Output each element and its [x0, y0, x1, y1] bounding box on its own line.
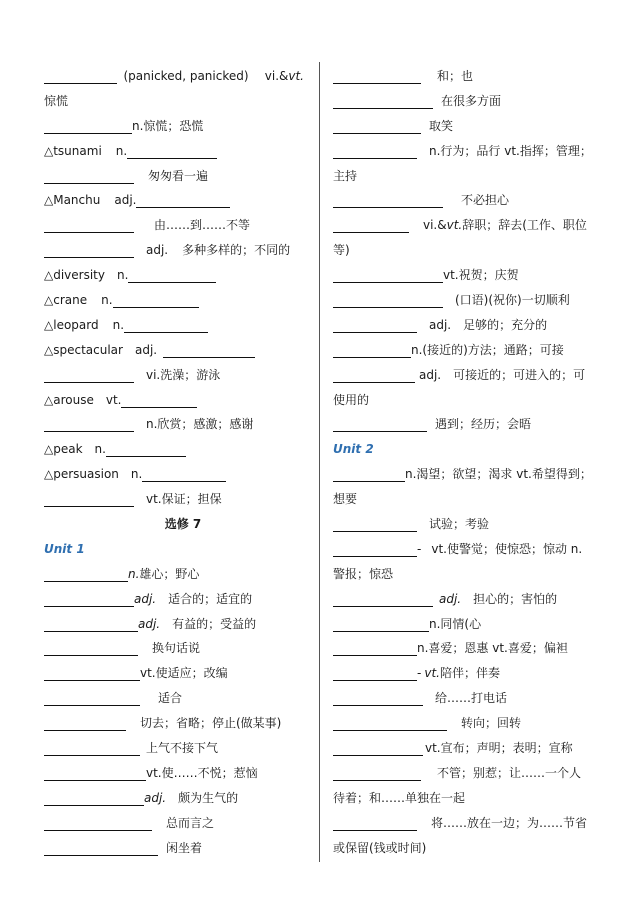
- entry-meaning: 警报；惊恐: [333, 566, 394, 581]
- answer-blank[interactable]: [113, 295, 199, 308]
- right-column: [333, 64, 599, 861]
- answer-blank[interactable]: [44, 668, 140, 681]
- entry-meaning: 上气不接下气: [146, 741, 219, 756]
- entry: [333, 139, 599, 164]
- entry-meaning: 足够的；充分的: [463, 317, 548, 332]
- entry: [333, 188, 599, 213]
- entry: [333, 213, 599, 238]
- entry-pos-italic: vt.: [446, 218, 463, 233]
- entry: [333, 587, 599, 612]
- entry-pos: n.: [112, 317, 125, 332]
- entry-pos: n.: [130, 467, 143, 482]
- entry: [333, 114, 599, 139]
- entry: [333, 363, 599, 388]
- answer-blank[interactable]: [44, 619, 138, 632]
- answer-blank[interactable]: [333, 818, 417, 831]
- entry: [333, 761, 599, 786]
- entry-meaning: 多种多样的；不同的: [182, 243, 291, 258]
- entry: [333, 288, 599, 313]
- unit-title: Unit 2: [333, 442, 374, 457]
- entry-continuation: [333, 786, 599, 811]
- entry-meaning: 主持: [333, 168, 358, 183]
- entry-meaning: 遇到；经历；会晤: [435, 417, 532, 432]
- entry-word: △spectacular: [44, 342, 123, 357]
- entry-pos: adj.: [134, 342, 158, 357]
- entry-meaning: 或保留(钱或时间): [333, 840, 427, 855]
- entry-meaning: 想要: [333, 492, 358, 507]
- entry-peak: [44, 437, 304, 462]
- entry-meaning: vt.使……不悦；惹恼: [146, 765, 258, 780]
- entry: [333, 711, 599, 736]
- answer-blank[interactable]: [333, 370, 415, 383]
- entry-meaning: n.欣赏；感激；感谢: [146, 417, 254, 432]
- answer-blank[interactable]: [44, 171, 134, 184]
- entry-word: △crane: [44, 293, 88, 308]
- entry: [333, 636, 599, 661]
- entry-meaning: 总而言之: [166, 815, 215, 830]
- entry-meaning: 适合: [158, 691, 183, 706]
- entry-pos: adj.: [439, 591, 462, 606]
- entry-meaning: 换句话说: [152, 641, 201, 656]
- entry-tsunami: [44, 139, 304, 164]
- entry-meaning: 不管；别惹；让……一个人: [437, 765, 582, 780]
- entry-meaning: 闲坐着: [166, 840, 203, 855]
- entry-word: △peak: [44, 442, 83, 457]
- entry-arouse: [44, 388, 304, 413]
- entry-continuation: [333, 164, 599, 189]
- entry: [44, 761, 304, 786]
- entry: [333, 412, 599, 437]
- entry-meaning: n.行为；品行 vt.指挥；管理；: [429, 143, 592, 158]
- entry: [44, 736, 304, 761]
- entry-meaning: vt.使适应；改编: [140, 666, 228, 681]
- answer-blank[interactable]: [128, 270, 216, 283]
- entry-pos: n.: [128, 566, 140, 581]
- entry: [44, 636, 304, 661]
- left-column: [44, 64, 304, 861]
- answer-blank[interactable]: [333, 220, 409, 233]
- entry-pos: n.: [117, 268, 129, 283]
- entry-meaning: 转向；回转: [461, 716, 522, 731]
- entry-meaning: 陪伴；伴奏: [439, 666, 500, 681]
- entry: [44, 686, 304, 711]
- entry: [333, 811, 599, 836]
- answer-blank[interactable]: [124, 320, 208, 333]
- entry: [44, 487, 304, 512]
- entry: [44, 238, 304, 263]
- entry-meaning: vt.使警觉；使惊恐；惊动 n.: [431, 541, 583, 556]
- answer-blank[interactable]: [44, 768, 146, 781]
- answer-blank[interactable]: [44, 569, 128, 582]
- answer-blank[interactable]: [44, 370, 134, 383]
- answer-blank[interactable]: [333, 594, 433, 607]
- entry-continuation: [333, 487, 599, 512]
- entry-meaning: n.(接近的)方法；通路；可接: [411, 342, 564, 357]
- entry-meaning: 使用的: [333, 392, 370, 407]
- answer-blank[interactable]: [333, 544, 417, 557]
- entry-pos: adj.: [429, 317, 452, 332]
- entry: [44, 213, 304, 238]
- entry-meaning: vi.洗澡；游泳: [146, 367, 221, 382]
- entry-meaning: n.喜爱；恩惠 vt.喜爱；偏袒: [417, 641, 568, 656]
- entry-meaning: 取笑: [429, 118, 454, 133]
- entry: [333, 512, 599, 537]
- entry-spectacular: [44, 338, 304, 363]
- entry-word: △persuasion: [44, 467, 119, 482]
- entry-meaning: 和；也: [437, 69, 474, 83]
- section-heading-text: 选修 7: [164, 517, 202, 532]
- entry-meaning: 由……到……不等: [154, 218, 251, 233]
- entry-continuation: [333, 238, 599, 263]
- entry: [333, 89, 599, 114]
- entry-word: △Manchu: [44, 193, 101, 208]
- entry: [44, 661, 304, 686]
- entry-meaning: (口语)(祝你)一切顺利: [455, 293, 570, 308]
- entry-meaning: 切去；省略；停止(做某事): [140, 716, 282, 731]
- entry-manchu: [44, 188, 304, 213]
- entry-meaning: 将……放在一边；为……节省: [431, 815, 588, 830]
- answer-blank[interactable]: [44, 643, 138, 656]
- answer-blank[interactable]: [44, 245, 134, 258]
- unit-heading: [333, 437, 599, 462]
- entry-meaning: 匆匆看一遍: [148, 168, 209, 183]
- answer-blank[interactable]: [333, 643, 417, 656]
- entry: [44, 711, 304, 736]
- answer-blank[interactable]: [333, 96, 433, 109]
- answer-blank[interactable]: [333, 71, 421, 84]
- answer-blank[interactable]: [44, 693, 140, 706]
- entry-meaning: 给……打电话: [435, 691, 508, 706]
- entry-pos: adj.: [134, 591, 157, 606]
- entry-meaning: 等): [333, 243, 350, 258]
- column-divider: [319, 62, 320, 862]
- answer-blank[interactable]: [44, 818, 152, 831]
- entry-meaning: 雄心；野心: [139, 566, 200, 581]
- answer-blank[interactable]: [333, 320, 417, 333]
- unit-heading: [44, 537, 304, 562]
- entry: [44, 562, 304, 587]
- entry-continuation: [333, 562, 599, 587]
- entry-pos: vt.: [424, 666, 440, 681]
- entry-meaning: 不必担心: [461, 193, 510, 208]
- answer-blank[interactable]: [333, 519, 417, 532]
- section-heading: [44, 512, 304, 537]
- entry: [44, 836, 304, 861]
- entry: [333, 338, 599, 363]
- entry-meaning: 可接近的；可进入的；可: [453, 367, 586, 382]
- answer-blank[interactable]: [44, 718, 126, 731]
- entry-hyphen: -: [417, 666, 422, 681]
- answer-blank[interactable]: [333, 718, 447, 731]
- entry-meaning: 担心的；害怕的: [473, 591, 558, 606]
- answer-blank[interactable]: [44, 71, 117, 84]
- answer-blank[interactable]: [44, 743, 140, 756]
- answer-blank[interactable]: [142, 469, 226, 482]
- entry-meaning: 惊慌: [44, 93, 69, 108]
- entry-pos: adj.: [144, 790, 167, 805]
- answer-blank[interactable]: [333, 668, 417, 681]
- entry-meaning: 有益的；受益的: [172, 616, 257, 631]
- entry-pos: vt.: [105, 392, 122, 407]
- entry-meaning: 颇为生气的: [178, 790, 239, 805]
- entry-meaning: 辞职；辞去(工作、职位: [462, 218, 587, 233]
- entry: [333, 263, 599, 288]
- entry: [333, 661, 599, 686]
- answer-blank[interactable]: [44, 121, 132, 134]
- entry-pos: adj.: [146, 243, 169, 258]
- entry-pos: vi.&: [264, 69, 289, 83]
- entry: [44, 114, 304, 139]
- entry: [333, 736, 599, 761]
- entry-crane: [44, 288, 304, 313]
- entry: [333, 612, 599, 637]
- entry-word: △tsunami: [44, 143, 102, 158]
- answer-blank[interactable]: [44, 594, 134, 607]
- entry: [44, 587, 304, 612]
- entry-persuasion: [44, 462, 304, 487]
- answer-blank[interactable]: [333, 619, 429, 632]
- entry-pos: n.: [101, 293, 113, 308]
- answer-blank[interactable]: [333, 768, 421, 781]
- entry-pos-italic: vt.: [288, 69, 304, 83]
- entry-pos: adj.: [138, 616, 161, 631]
- entry-diversity: [44, 263, 304, 288]
- entry-meaning: n.惊慌；恐慌: [132, 118, 204, 133]
- entry-meaning: 待着；和……单独在一起: [333, 790, 466, 805]
- entry: [44, 786, 304, 811]
- entry: [44, 412, 304, 437]
- entry-continuation: [44, 89, 304, 114]
- answer-blank[interactable]: [333, 146, 417, 159]
- entry-panic: [44, 64, 304, 89]
- entry: [44, 612, 304, 637]
- entry-meaning: 试验；考验: [429, 517, 490, 532]
- answer-blank[interactable]: [163, 345, 255, 358]
- entry-leopard: [44, 313, 304, 338]
- entry-pos: adj.: [114, 193, 137, 208]
- answer-blank[interactable]: [106, 444, 186, 457]
- entry: [44, 164, 304, 189]
- answer-blank[interactable]: [44, 220, 134, 233]
- answer-blank[interactable]: [333, 295, 443, 308]
- unit-title: Unit 1: [44, 541, 85, 556]
- entry-pos: vi.&: [423, 218, 447, 233]
- entry: [333, 462, 599, 487]
- answer-blank[interactable]: [44, 494, 134, 507]
- entry-continuation: [333, 836, 599, 861]
- entry-meaning: n.渴望；欲望；渴求 vt.希望得到；: [405, 467, 592, 482]
- entry-pos: n.: [115, 143, 128, 158]
- answer-blank[interactable]: [333, 743, 423, 756]
- entry-meaning: vt.保证；担保: [146, 492, 222, 507]
- entry-hyphen: -: [417, 541, 422, 556]
- entry-word: △leopard: [44, 317, 99, 332]
- entry-meaning: n.同情(心: [429, 616, 482, 631]
- answer-blank[interactable]: [44, 843, 158, 856]
- entry-meaning: vt.宣布；声明；表明；宣称: [425, 741, 573, 756]
- answer-blank[interactable]: [333, 195, 443, 208]
- entry-continuation: [333, 388, 599, 413]
- answer-blank[interactable]: [44, 419, 134, 432]
- entry-word: △arouse: [44, 392, 94, 407]
- entry-meaning: vt.祝贺；庆贺: [443, 268, 519, 283]
- entry: [333, 686, 599, 711]
- entry-forms: (panicked, panicked): [123, 69, 249, 83]
- entry: [44, 811, 304, 836]
- entry-pos: n.: [94, 442, 106, 457]
- entry: [333, 64, 599, 89]
- answer-blank[interactable]: [333, 121, 421, 134]
- entry-meaning: 在很多方面: [441, 93, 502, 108]
- entry-pos: adj.: [419, 367, 442, 382]
- entry-meaning: 适合的；适宜的: [168, 591, 253, 606]
- answer-blank[interactable]: [333, 419, 427, 432]
- answer-blank[interactable]: [333, 270, 443, 283]
- answer-blank[interactable]: [333, 693, 423, 706]
- entry: [333, 537, 599, 562]
- answer-blank[interactable]: [44, 793, 144, 806]
- entry: [333, 313, 599, 338]
- entry-word: △diversity: [44, 268, 105, 283]
- answer-blank[interactable]: [333, 469, 405, 482]
- answer-blank[interactable]: [121, 395, 197, 408]
- entry: [44, 363, 304, 388]
- answer-blank[interactable]: [136, 195, 230, 208]
- answer-blank[interactable]: [333, 345, 411, 358]
- answer-blank[interactable]: [127, 146, 217, 159]
